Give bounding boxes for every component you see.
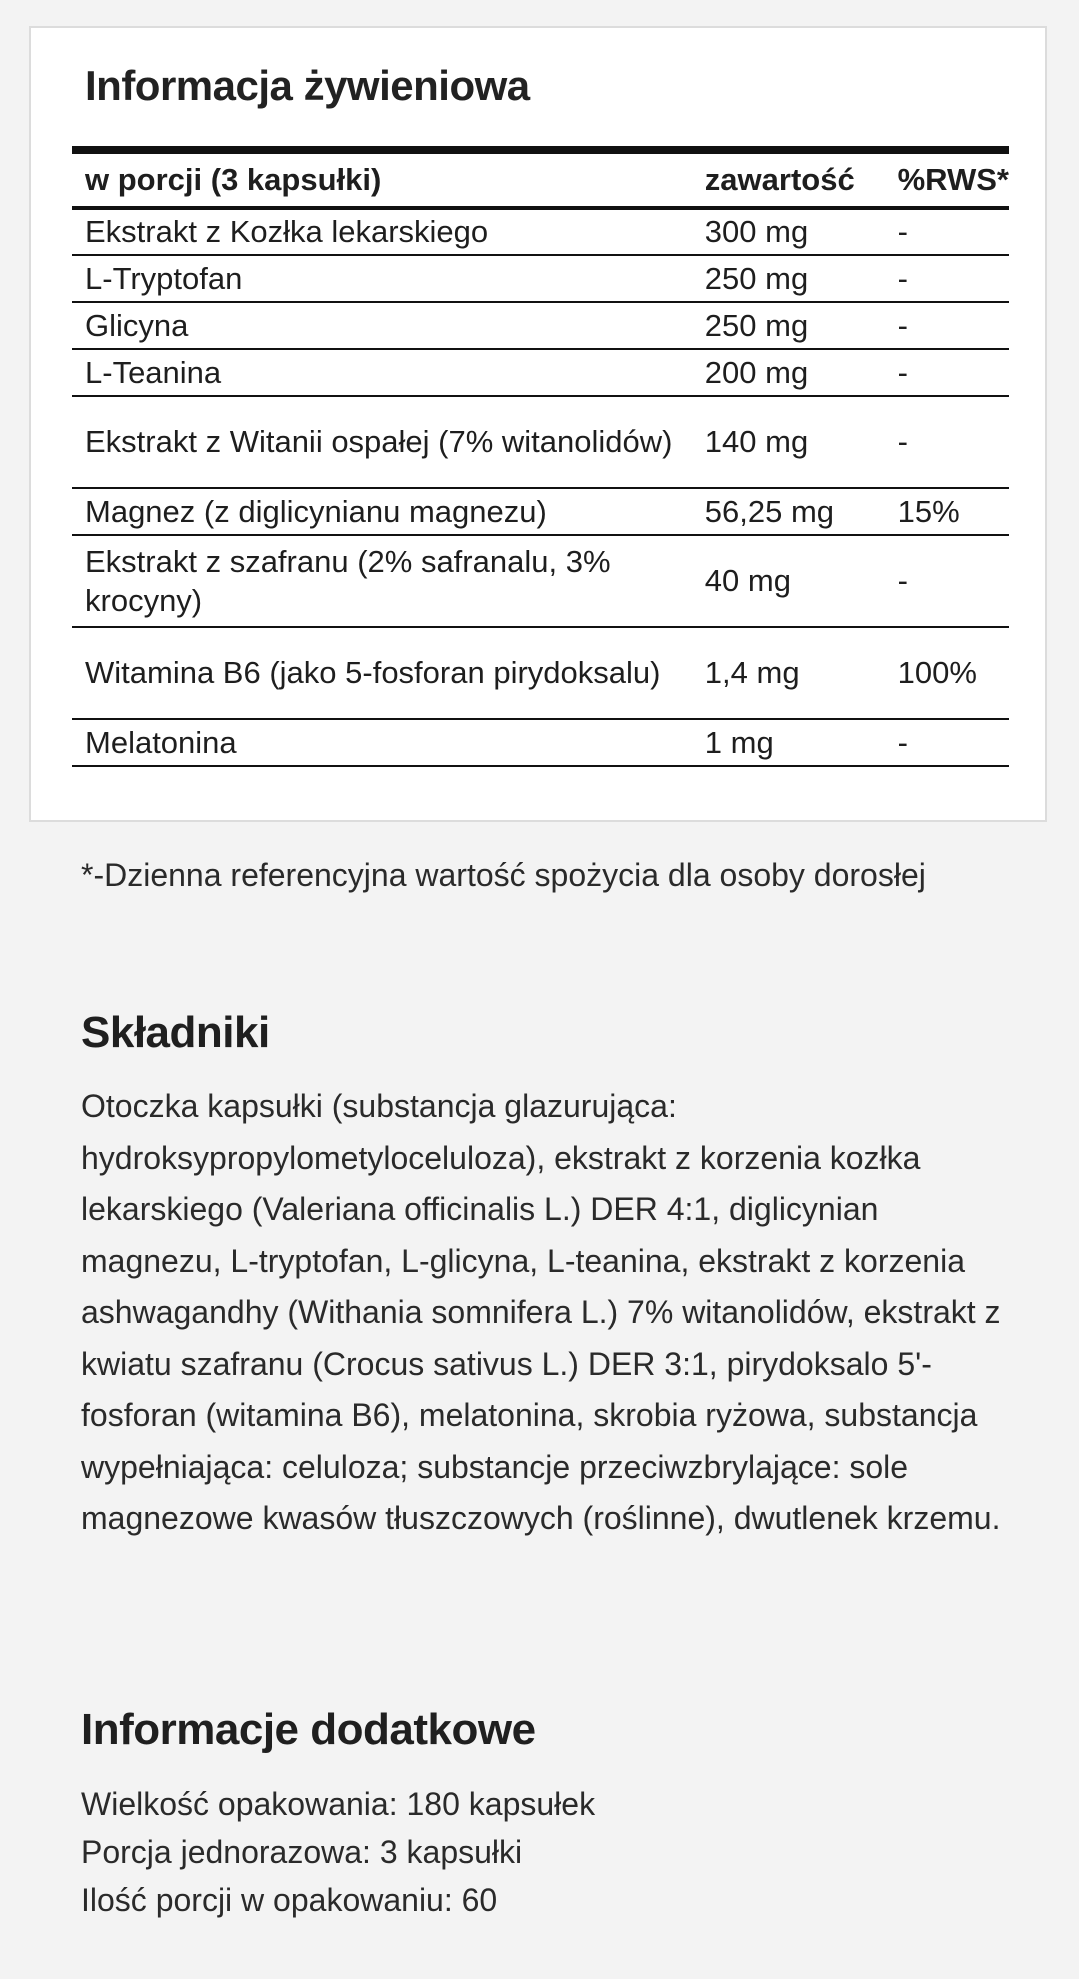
row-name: Melatonina <box>72 719 692 766</box>
ingredients-title: Składniki <box>81 1008 270 1057</box>
table-row <box>72 349 1009 396</box>
table-row <box>72 302 1009 349</box>
row-amount: 56,25 mg <box>692 488 885 535</box>
nutrition-card <box>29 26 1047 822</box>
row-rws: - <box>885 302 1009 349</box>
header-amount: zawartość <box>692 150 885 208</box>
serving-size: Porcja jednorazowa: 3 kapsułki <box>81 1834 523 1870</box>
row-rws: - <box>885 208 1009 255</box>
row-name: Ekstrakt z szafranu (2% safranalu, 3% krocyny) <box>72 535 692 627</box>
row-rws: 15% <box>885 488 1009 535</box>
header-rws: %RWS* <box>885 150 1009 208</box>
row-rws: 100% <box>885 627 1009 719</box>
table-row <box>72 627 1009 719</box>
row-rws: - <box>885 349 1009 396</box>
row-amount: 140 mg <box>692 396 885 488</box>
table-row <box>72 719 1009 766</box>
header-portion: w porcji (3 kapsułki) <box>72 150 692 208</box>
table-row <box>72 396 1009 488</box>
row-name: Ekstrakt z Witanii ospałej (7% witanolidów) <box>72 396 692 488</box>
row-name: Witamina B6 (jako 5-fosforan pirydoksalu) <box>72 627 692 719</box>
additional-info-list <box>81 1780 595 1924</box>
row-name: Magnez (z diglicynianu magnezu) <box>72 488 692 535</box>
row-name: L-Tryptofan <box>72 255 692 302</box>
table-row <box>72 535 1009 627</box>
row-name: Ekstrakt z Kozłka lekarskiego <box>72 208 692 255</box>
row-rws: - <box>885 396 1009 488</box>
row-amount: 250 mg <box>692 255 885 302</box>
row-name: Glicyna <box>72 302 692 349</box>
package-size: Wielkość opakowania: 180 kapsułek <box>81 1786 596 1822</box>
table-row <box>72 488 1009 535</box>
nutrition-table <box>72 146 1009 767</box>
rws-footnote: *-Dzienna referencyjna wartość spożycia dla osoby dorosłej <box>81 857 926 893</box>
row-name: L-Teanina <box>72 349 692 396</box>
row-amount: 1,4 mg <box>692 627 885 719</box>
row-rws: - <box>885 255 1009 302</box>
servings-per-package: Ilość porcji w opakowaniu: 60 <box>81 1882 498 1918</box>
row-amount: 250 mg <box>692 302 885 349</box>
nutrition-title: Informacja żywieniowa <box>85 62 530 109</box>
row-rws: - <box>885 719 1009 766</box>
table-row <box>72 255 1009 302</box>
ingredients-text: Otoczka kapsułki (substancja glazurująca: hydroksypropylometyloceluloza), ekstrakt z korzenia kozłka lekarskiego (Valeriana officinalis L.) DER 4:1, diglicynian magnezu, L-tryptofan, L-glicyna, L-teanina, ekstrakt z korzenia ashwagandhy (Withania somnifera L.) 7% witanolidów, ekstrakt z kwiatu szafranu (Crocus sativus L.) DER 3:1, pirydoksalo 5'-fosforan (witamina B6), melatonina, skrobia ryżowa, substancja wypełniająca: celuloza; substancje przeciwzbrylające: sole magnezowe kwasów tłuszczowych (roślinne), dwutlenek krzemu. <box>81 1088 1001 1536</box>
row-amount: 40 mg <box>692 535 885 627</box>
row-amount: 1 mg <box>692 719 885 766</box>
row-amount: 200 mg <box>692 349 885 396</box>
row-rws: - <box>885 535 1009 627</box>
row-amount: 300 mg <box>692 208 885 255</box>
additional-info-title: Informacje dodatkowe <box>81 1705 536 1754</box>
table-header-row <box>72 150 1009 208</box>
table-row <box>72 208 1009 255</box>
